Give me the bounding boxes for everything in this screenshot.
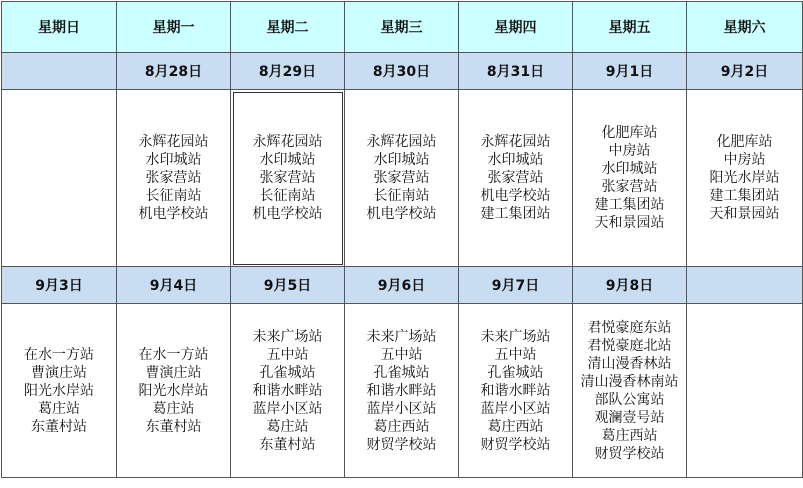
stop-name: 永辉花园站 <box>138 134 209 150</box>
date-cell: 9月3日 <box>2 267 117 304</box>
stop-name: 建工集团站 <box>480 206 551 222</box>
stop-name: 东董村站 <box>145 418 202 435</box>
week2-stops-row <box>2 304 803 478</box>
stop-name: 葛庄站 <box>152 400 195 417</box>
stop-name: 东董村站 <box>31 418 87 435</box>
stop-name: 永辉花园站 <box>252 134 323 150</box>
date-cell: 8月28日 <box>117 53 231 90</box>
stop-name: 未来广场站 <box>366 328 437 345</box>
stop-name: 君悦豪庭北站 <box>587 337 672 354</box>
stop-list <box>231 328 344 454</box>
stop-name: 孔雀城站 <box>259 364 316 381</box>
stop-name: 长征南站 <box>145 188 202 204</box>
date-cell: 9月5日 <box>231 267 345 304</box>
stop-name: 蓝岸小区站 <box>480 400 551 417</box>
stop-name: 财贸学校站 <box>594 445 665 462</box>
stop-name: 化肥库站 <box>601 125 658 141</box>
stop-name: 葛庄站 <box>38 400 80 417</box>
weekday-sat: 星期六 <box>687 2 803 53</box>
stop-name: 张家营站 <box>487 170 544 186</box>
bus-schedule-table <box>1 1 803 478</box>
stop-name: 葛庄西站 <box>601 427 658 444</box>
stop-list <box>345 133 458 223</box>
stop-name: 五中站 <box>266 346 309 363</box>
stop-name: 长征南站 <box>259 188 316 204</box>
stop-name: 机电学校站 <box>366 206 437 222</box>
stop-list <box>117 346 230 436</box>
stops-cell[interactable] <box>459 90 573 267</box>
stop-name: 水印城站 <box>487 152 544 168</box>
stop-name: 未来广场站 <box>252 328 323 345</box>
stop-name: 东董村站 <box>259 436 316 453</box>
date-cell: 9月2日 <box>687 53 803 90</box>
stops-cell[interactable] <box>231 304 345 478</box>
stop-name: 水印城站 <box>145 152 202 168</box>
weekday-wed: 星期三 <box>345 2 459 53</box>
stop-name: 五中站 <box>494 346 537 363</box>
stop-name: 阳光水岸站 <box>709 170 780 186</box>
stop-name: 天和景园站 <box>709 206 780 222</box>
stop-list <box>459 328 572 454</box>
stop-list <box>231 133 344 223</box>
stops-cell[interactable] <box>117 90 231 267</box>
stops-cell[interactable] <box>345 90 459 267</box>
weekday-fri: 星期五 <box>573 2 687 53</box>
date-cell: 9月4日 <box>117 267 231 304</box>
stops-cell[interactable] <box>459 304 573 478</box>
stop-list <box>573 124 686 232</box>
week1-stops-row <box>2 90 803 267</box>
stop-list <box>573 319 686 463</box>
weekday-sun: 星期日 <box>2 2 117 53</box>
stop-name: 蓝岸小区站 <box>366 400 437 417</box>
stop-name: 水印城站 <box>373 152 430 168</box>
stop-name: 张家营站 <box>601 179 658 195</box>
stop-name: 张家营站 <box>259 170 316 186</box>
stop-name: 在水一方站 <box>24 346 94 363</box>
stops-cell[interactable] <box>687 90 803 267</box>
stop-name: 孔雀城站 <box>487 364 544 381</box>
stop-name: 清山漫香林南站 <box>580 373 679 390</box>
week2-date-row <box>2 267 803 304</box>
stop-name: 机电学校站 <box>480 188 551 204</box>
stop-name: 观澜壹号站 <box>594 409 665 426</box>
stop-name: 财贸学校站 <box>366 436 437 453</box>
stop-name: 阳光水岸站 <box>138 382 209 399</box>
stops-cell[interactable] <box>2 90 117 267</box>
stop-name: 蓝岸小区站 <box>252 400 323 417</box>
stop-name: 君悦豪庭东站 <box>587 319 672 336</box>
stop-list <box>687 133 802 223</box>
week1-date-row <box>2 53 803 90</box>
stop-name: 清山漫香林站 <box>587 355 672 372</box>
date-cell: 9月7日 <box>459 267 573 304</box>
stop-name: 部队公寓站 <box>594 391 665 408</box>
stops-cell[interactable] <box>345 304 459 478</box>
weekday-thu: 星期四 <box>459 2 573 53</box>
date-cell: 9月1日 <box>573 53 687 90</box>
stop-name: 张家营站 <box>145 170 202 186</box>
stop-name: 建工集团站 <box>709 188 780 204</box>
stop-list <box>117 133 230 223</box>
date-cell: 8月31日 <box>459 53 573 90</box>
stop-name: 五中站 <box>380 346 423 363</box>
weekday-mon: 星期一 <box>117 2 231 53</box>
stop-name: 中房站 <box>608 143 651 159</box>
stop-name: 阳光水岸站 <box>24 382 94 399</box>
stop-name: 和谐水畔站 <box>480 382 551 399</box>
stop-name: 财贸学校站 <box>480 436 551 453</box>
date-cell: 9月6日 <box>345 267 459 304</box>
weekday-tue: 星期二 <box>231 2 345 53</box>
date-cell <box>2 53 117 90</box>
date-cell: 8月29日 <box>231 53 345 90</box>
stops-cell[interactable] <box>2 304 117 478</box>
stop-name: 未来广场站 <box>480 328 551 345</box>
stops-cell[interactable] <box>687 304 803 478</box>
stop-name: 张家营站 <box>373 170 430 186</box>
stops-cell[interactable] <box>573 304 687 478</box>
stop-name: 葛庄西站 <box>487 418 544 435</box>
stop-name: 曹演庄站 <box>145 364 202 381</box>
stop-name: 化肥库站 <box>716 134 773 150</box>
stop-list <box>459 133 572 223</box>
stop-list <box>345 328 458 454</box>
stop-name: 和谐水畔站 <box>366 382 437 399</box>
stop-name: 和谐水畔站 <box>252 382 323 399</box>
weekday-header-row <box>2 2 803 53</box>
date-cell: 8月30日 <box>345 53 459 90</box>
stop-name: 建工集团站 <box>594 197 665 213</box>
stop-name: 机电学校站 <box>252 206 323 222</box>
stop-list <box>2 346 116 436</box>
stop-name: 葛庄站 <box>266 418 309 435</box>
stops-cell[interactable] <box>117 304 231 478</box>
stop-name: 天和景园站 <box>594 215 665 231</box>
stops-cell-selected[interactable] <box>231 90 345 267</box>
stop-name: 长征南站 <box>373 188 430 204</box>
stop-name: 永辉花园站 <box>480 134 551 150</box>
stop-name: 曹演庄站 <box>31 364 87 381</box>
stop-name: 孔雀城站 <box>373 364 430 381</box>
stop-name: 葛庄西站 <box>373 418 430 435</box>
stop-name: 永辉花园站 <box>366 134 437 150</box>
date-cell: 9月8日 <box>573 267 687 304</box>
stop-name: 水印城站 <box>259 152 316 168</box>
stop-name: 水印城站 <box>601 161 658 177</box>
stop-name: 在水一方站 <box>138 346 209 363</box>
stop-name: 中房站 <box>723 152 766 168</box>
date-cell <box>687 267 803 304</box>
stop-name: 机电学校站 <box>138 206 209 222</box>
stops-cell[interactable] <box>573 90 687 267</box>
